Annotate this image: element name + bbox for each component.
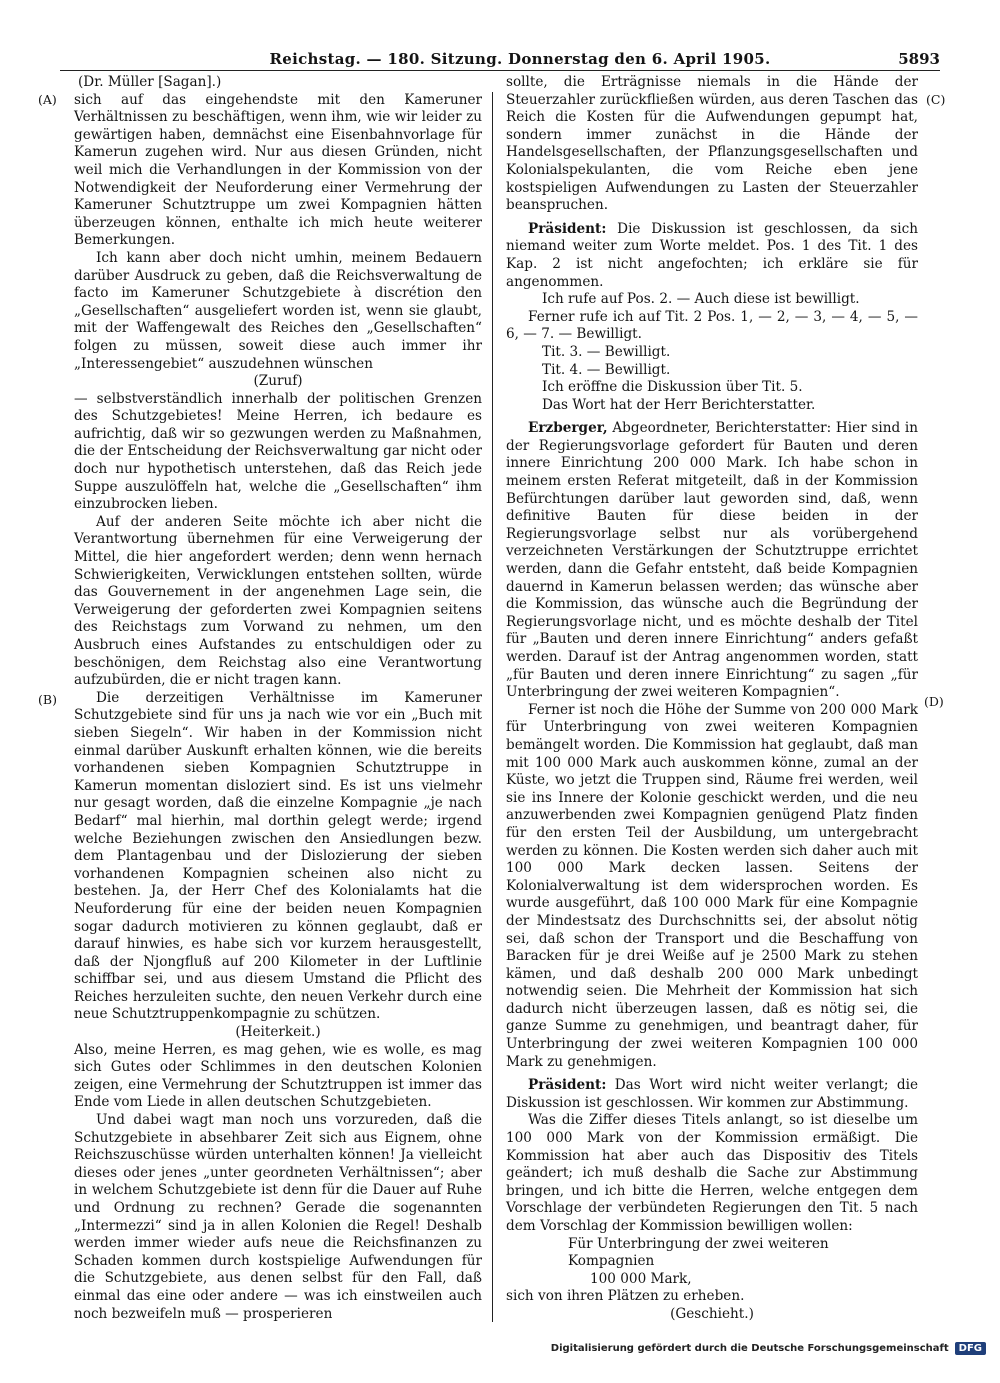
dfg-logo: DFG	[955, 1342, 986, 1355]
running-title: Reichstag. — 180. Sitzung. Donnerstag den 6. April 1905.	[269, 50, 771, 68]
list-item: Ferner rufe ich auf Tit. 2 Pos. 1, — 2, — 3, — 4, — 5, — 6, — 7. — Bewilligt.	[506, 308, 918, 343]
left-column	[74, 74, 482, 1323]
quoted-amount: 100 000 Mark,	[590, 1270, 692, 1287]
digitization-credit	[551, 1342, 986, 1355]
statement-text: Abgeordneter, Berichterstatter: Hier sind in der Regierungsvorlage gefordert für Bauten und deren innere Einrichtung 200 000 Mark. Ich habe schon in meinem ersten Referat mitgeteilt, daß in der Kommission Befürchtungen darüber laut geworden sind, daß, wenn definitive Bauten für diese beiden in der Regierungsvorlage selbst nur als vorübergehend verzeichneten Verstärkungen der Schutztruppe errichtet werden, dann die Gefahr entsteht, daß beide Kompagnien dauernd in Kamerun belassen werden; das wünsche aber die Kommission, das wünsche auch die Begründung der Regierungsvorlage nicht, und es möchte deshalb der Titel für „Bauten und deren innere Einrichtung“ anders gefaßt werden. Darauf ist der Antrag angenommen worden, statt „für Bauten und deren innere Einrichtung“ zu sagen „für Unterbringung der zwei weiteren Kompagnien“.	[506, 420, 918, 701]
interjection: (Zuruf)	[253, 373, 303, 390]
list-item: Ich eröffne die Diskussion über Tit. 5.	[542, 379, 803, 396]
paragraph: Ferner ist noch die Höhe der Summe von 200 000 Mark für Unterbringung von zwei weiteren Kompagnien bemängelt worden. Die Kommission hat geglaubt, daß man mit 100 000 Mark auch auskommen könne, zumal an der Küste, wo jetzt die Truppen sind, Räume frei werden, weil sie ins Innere der Kolonie geschickt werden, und die neu anzuwerbenden zwei Kompagnien genügend Platz finden für den ersten Teil der Ausbildung, um untergebracht werden zu können. Die Kosten werden sich daher auch mit 100 000 Mark decken lassen. Seitens der Kolonialverwaltung ist dem widersprochen worden. Es wurde ausgeführt, daß 100 000 Mark für eine Kompagnie der Mindestsatz des Durchschnitts sei, der absolut nötig sei, daß schon der Transport und die Beschaffung von Baracken für je drei Weiße auf je 2500 Mark zu stehen kämen, und daß deshalb 200 000 Mark unbedingt notwendig seien. Die Mehrheit der Kommission hat sich dadurch nicht überzeugen lassen, daß es nötig sei, die ganze Summe zu genehmigen, und beantragt daher, für Unterbringung der zwei weiteren Kompagnien 100 000 Mark zu genehmigen.	[506, 701, 918, 1070]
list-item: Tit. 3. — Bewilligt.	[542, 343, 671, 360]
page-header	[60, 46, 940, 71]
president-statement	[506, 221, 918, 291]
paragraph: sollte, die Erträgnisse niemals in die Hände der Steuerzahler zurückfließen würden, aus deren Taschen das Reich die Kosten für die Aufwendungen gepumpt hat, sondern immer zunächst in die Hände der Handelsgesellschaften, der Pflanzungsgesellschaften und Kolonialspekulanten, die vom Reiche eben jene kostspieligen Aufwendungen zu Lasten der Steuerzahler beanspruchen.	[506, 74, 918, 214]
interjection: (Geschieht.)	[670, 1305, 754, 1322]
paragraph: sich von ihren Plätzen zu erheben.	[506, 1288, 745, 1305]
statement-text: Das Wort wird nicht weiter verlangt; die Diskussion ist geschlossen. Wir kommen zur Abstimmung.	[506, 1077, 918, 1111]
list-item: Tit. 4. — Bewilligt.	[542, 361, 671, 378]
paragraph: — selbstverständlich innerhalb der politischen Grenzen des Schutzgebietes! Meine Herren, ich bedaure es aufrichtig, daß wir so gezwungen werden zu Maßnahmen, die der Entscheidung der Reichsverwaltung gar nicht oder doch nur hypothetisch unterstehen, daß das Reich jede Suppe auszulöffeln hat, welche die „Gesellschaften“ ihm einzubrocken lieben.	[74, 390, 482, 513]
quoted-motion: Für Unterbringung der zwei weiteren Kompagnien	[568, 1235, 829, 1270]
margin-marker-a: (A)	[38, 92, 57, 107]
paragraph: Ich kann aber doch nicht umhin, meinem Bedauern darüber Ausdruck zu geben, daß die Reichsverwaltung de facto im Kameruner Schutzgebiete à discrétion den „Gesellschaften“ ausgeliefert worden ist, wenn sie glaubt, mit der Waffengewalt des Reiches den „Gesellschaften“ folgen zu müssen, soweit diese auch immer ihr „Interessengebiet“ auszudehnen wünschen	[74, 249, 482, 372]
page-number: 5893	[898, 50, 940, 68]
margin-marker-c: (C)	[926, 92, 946, 107]
interjection: (Heiterkeit.)	[235, 1024, 321, 1041]
paragraph: Auf der anderen Seite möchte ich aber nicht die Verantwortung übernehmen für eine Verweigerung der Mittel, die hier angefordert werden; denn wenn hernach Schwierigkeiten, Verwicklungen entstehen sollten, würde das Gouvernement in der angenehmen Lage sein, die Verweigerung der geforderten zwei Kompagnien seitens des Reichstags zum Vorwand zu nehmen, um den Ausbruch eines Aufstandes zu entschuldigen oder zu beschönigen, dem Reichstag also eine Verantwortung aufzubürden, die er nicht tragen kann.	[74, 513, 482, 689]
speaker-name: Präsident:	[528, 220, 607, 237]
right-column	[506, 74, 918, 1324]
paragraph: Also, meine Herren, es mag gehen, wie es wolle, es mag sich Gutes oder Schlimmes in den deutschen Kolonien zeigen, eine Vermehrung der Schutztruppen ist immer das Ende vom Liede in allen deutschen Schutzgebieten.	[74, 1041, 482, 1111]
speaker-attribution: (Dr. Müller [Sagan].)	[78, 74, 222, 90]
president-statement	[506, 1077, 918, 1112]
list-item: Ich rufe auf Pos. 2. — Auch diese ist bewilligt.	[542, 291, 860, 308]
paragraph: Die derzeitigen Verhältnisse im Kameruner Schutzgebiete sind für uns ja nach wie vor ein „Buch mit sieben Siegeln“. Wir haben in der Kommission nicht einmal darüber Auskunft erhalten können, wie die bereits vorhandenen sieben Kompagnien Schutztruppe in Kamerun momentan disloziert sind. Es ist uns vielmehr nur gesagt worden, daß die einzelne Kompagnie „je nach Bedarf“ mal hierhin, mal dorthin gelegt werde; irgend welche Beziehungen zwischen den Ansiedlungen bezw. dem Plantagenbau und der Dislozierung der sieben vorhandenen Kompagnien scheinen also nicht zu bestehen. Ja, der Herr Chef des Kolonialamts hat die Neuforderung für eine der beiden neuen Kompagnien sogar dadurch motivieren zu können geglaubt, daß er darauf hinwies, es habe sich vor kurzem herausgestellt, daß der Njongfluß auf 200 Kilometer in der Luftlinie schiffbar sei, und aus diesem Umstand die Pflicht des Reiches herzuleiten suchte, den neuen Verkehr durch eine neue Schutztruppenkompagnie zu schützen.	[74, 689, 482, 1023]
credit-text: Digitalisierung gefördert durch die Deutsche Forschungsgemeinschaft	[550, 1343, 949, 1354]
rapporteur-statement	[506, 420, 918, 702]
speaker-name: Erzberger,	[528, 420, 608, 437]
column-divider	[492, 92, 493, 1322]
paragraph: sich auf das eingehendste mit den Kameruner Verhältnissen zu beschäftigen, wenn ihm, wie wir leider zu gewärtigen haben, demnächst eine Eisenbahnvorlage für Kamerun zugehen wird. Nur aus diesen Gründen, nicht weil mich die Verhandlungen in der Kommission von der Notwendigkeit der Neuforderung einer Vermehrung der Kameruner Schutztruppe um zwei Kompagnien hätten überzeugen können, enthalte ich mich heute weiterer Bemerkungen.	[74, 91, 482, 249]
statement-text: Die Diskussion ist geschlossen, da sich niemand weiter zum Worte meldet. Pos. 1 des Tit. 1 des Kap. 2 ist nicht angefochten; ich erkläre sie für angenommen.	[506, 220, 918, 290]
paragraph: Was die Ziffer dieses Titels anlangt, so ist dieselbe um 100 000 Mark von der Kommission ermäßigt. Die Kommission hat aber auch das Dispositiv des Titels geändert; ich muß deshalb die Sache zur Abstimmung bringen, und ich bitte die Herren, welche entgegen dem Vorschlage der verbündeten Regierungen den Tit. 5 nach dem Vorschlag der Kommission bewilligen wollen:	[506, 1112, 918, 1234]
paragraph: Und dabei wagt man noch uns vorzureden, daß die Schutzgebiete in absehbarer Zeit sich aus Eignem, ohne Reichszuschüsse würden unterhalten können! Ja vielleicht dieses oder jenes „unter geordneten Verhältnissen“; aber in welchem Schutzgebiete ist denn für die Dauer auf Ruhe und Ordnung zu rechnen? Gerade die sogenannten „Intermezzi“ sind ja in allen Kolonien die Regel! Deshalb werden immer wieder aufs neue die Reichsfinanzen zu Schaden kommen durch kostspielige Aufwendungen für die Schutzgebiete, aus denen selbst für den Fall, daß einmal das eine oder andere — was ich einstweilen auch noch bezweifeln muß — prosperieren	[74, 1112, 482, 1322]
margin-marker-d: (D)	[924, 694, 944, 709]
speaker-name: Präsident:	[528, 1077, 607, 1094]
list-item: Das Wort hat der Herr Berichterstatter.	[542, 396, 816, 413]
margin-marker-b: (B)	[38, 692, 57, 707]
